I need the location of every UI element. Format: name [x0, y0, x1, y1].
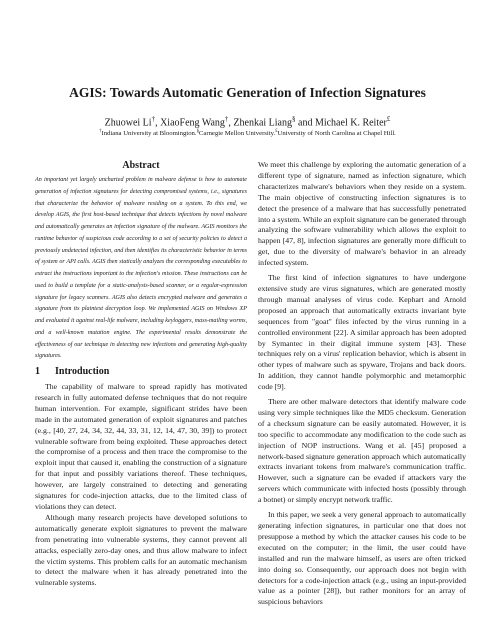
author-list: Zhuowei Li†, XiaoFeng Wang†, Zhenkai Liang§ and Michael K. Reiter£ — [104, 115, 391, 129]
abstract-heading: Abstract — [122, 160, 160, 171]
affiliation-mark: † — [99, 129, 102, 134]
author-affiliation-mark: † — [151, 115, 156, 123]
author-name: Zhenkai Liang — [233, 117, 292, 129]
author-affiliation-mark: § — [292, 115, 296, 123]
author-affiliation-mark: † — [224, 115, 229, 123]
paragraph: Although many research projects have developed solutions to automatically generate exploit signatures to prevent the malware from penetrating into vulnerable systems, they cannot prevent all attacks, especially zero-day ones, and thus allow malware to infect the victim systems. This problem calls for an automatic mechanism to detect the malware when it has already penetrated into the vulnerable systems. — [35, 512, 247, 588]
paragraph: There are other malware detectors that identify malware code using very simple techniques like the MD5 checksum. Generation of a checksum signature can be easily automated. However, it is too specific to accommodate any modification to the code such as injection of NOP instructions. Wang et al. [45] proposed a network-based signature generation approach which automatically extracts invariant tokens from malware's communication traffic. However, such a signature can be evaded if attackers vary the servers which communicate with infected hosts (possibly through a botnet) or simply encrypt network traffic. — [258, 397, 466, 505]
section-heading — [35, 366, 247, 377]
author-name: XiaoFeng Wang — [160, 117, 225, 129]
affiliation: Carnegie Mellon University. — [198, 130, 276, 138]
paragraph: In this paper, we seek a very general approach to automatically generating infection signatures, in particular one that does not presuppose a method by which the attacker causes his code to be executed on the computer; in the limit, the user could have installed and run the malware himself, as users are often tricked into doing so. Consequently, our approach does not begin with detectors for a code-injection attack (e.g., using an input-provided value as a pointer [28]), but rather monitors for an array of suspicious behaviors — [258, 510, 466, 607]
affiliation: Indiana University at Bloomington. — [101, 130, 197, 138]
author-name: Zhuowei Li — [104, 117, 152, 129]
section-number: 1 — [35, 366, 40, 377]
affiliation: University of North Carolina at Chapel Hill. — [277, 130, 396, 138]
paper-title: AGIS: Towards Automatic Generation of Infection Signatures — [69, 85, 426, 100]
introduction-text — [35, 382, 247, 589]
affiliation-line — [0, 129, 495, 137]
abstract-body: An important yet largely uncharted problem in malware defense is how to automate generation of infection signatures for detecting compromised systems, i.e., signatures that characterize the behavior of malware residing on a system. To this end, we develop AGIS, the first host-based technique that detects infections by novel malware and automatically generates an infection signature of the malware. AGIS monitors the runtime behavior of suspicious code according to a set of security policies to detect a previously undetected infection, and then identifies its characteristic behavior in terms of system or API calls. AGIS then statically analyzes the corresponding executables to extract the instructions important to the infection's mission. These instructions can be used to build a template for a static-analysis-based scanner, or a regular-expression signature for legacy scanners. AGIS also detects encrypted malware and generates a signature from its plaintext decryption loop. We implemented AGIS on Windows XP and evaluated it against real-life malware, including keyloggers, mass-mailing worms, and a well-known mutation engine. The experimental results demonstrate the effectiveness of our technique in detecting new infections and generating high-quality signatures. — [35, 177, 247, 360]
author-name: Michael K. Reiter — [314, 117, 387, 129]
paragraph: The capability of malware to spread rapidly has motivated research in fully automated defense techniques that do not require human intervention. For example, significant strides have been made in the automated generation of exploit signatures and patches (e.g., [40, 27, 24, 34, 32, 44, 33, 31, 12, 14, 47, 30, 39]) to protect vulnerable software from being exploited. These approaches detect the compromise of a process and then trace the compromise to the exploit input that caused it, enabling the construction of a signature for that input and possibly variations thereof. These techniques, however, are largely constrained to detecting and generating signatures for code-injection attacks, due to the limited class of violations they can detect. — [35, 382, 247, 511]
affiliation-mark: § — [196, 129, 199, 134]
author-affiliation-mark: £ — [386, 115, 391, 123]
right-column — [258, 160, 466, 612]
paragraph: The first kind of infection signatures to have undergone extensive study are virus signatures, which are generated mostly through manual analyses of virus code. Kephart and Arnold proposed an approach that automatically extracts invariant byte sequences from "goat" files infected by the virus running in a controlled environment [22]. A similar approach has been adopted by Symantec in their digital immune system [43]. These techniques rely on a virus' replication behavior, which is absent in other types of malware such as spyware, Trojans and back doors. In addition, they cannot handle polymorphic and metamorphic code [9]. — [258, 273, 466, 392]
paragraph: We meet this challenge by exploring the automatic generation of a different type of signature, named as infection signature, which characterizes malware's behaviors when they reside on a system. The main objective of constructing infection signatures is to detect the presence of a malware that has successfully penetrated into a system. While an exploit signature can be generated through analyzing the software vulnerability which allows the exploit to happen [47, 8], infection signatures are generally more difficult to get, due to the diversity of malware's behavior in an already infected system. — [258, 160, 466, 268]
section-title: Introduction — [55, 366, 110, 377]
affiliation-mark: £ — [275, 129, 278, 134]
